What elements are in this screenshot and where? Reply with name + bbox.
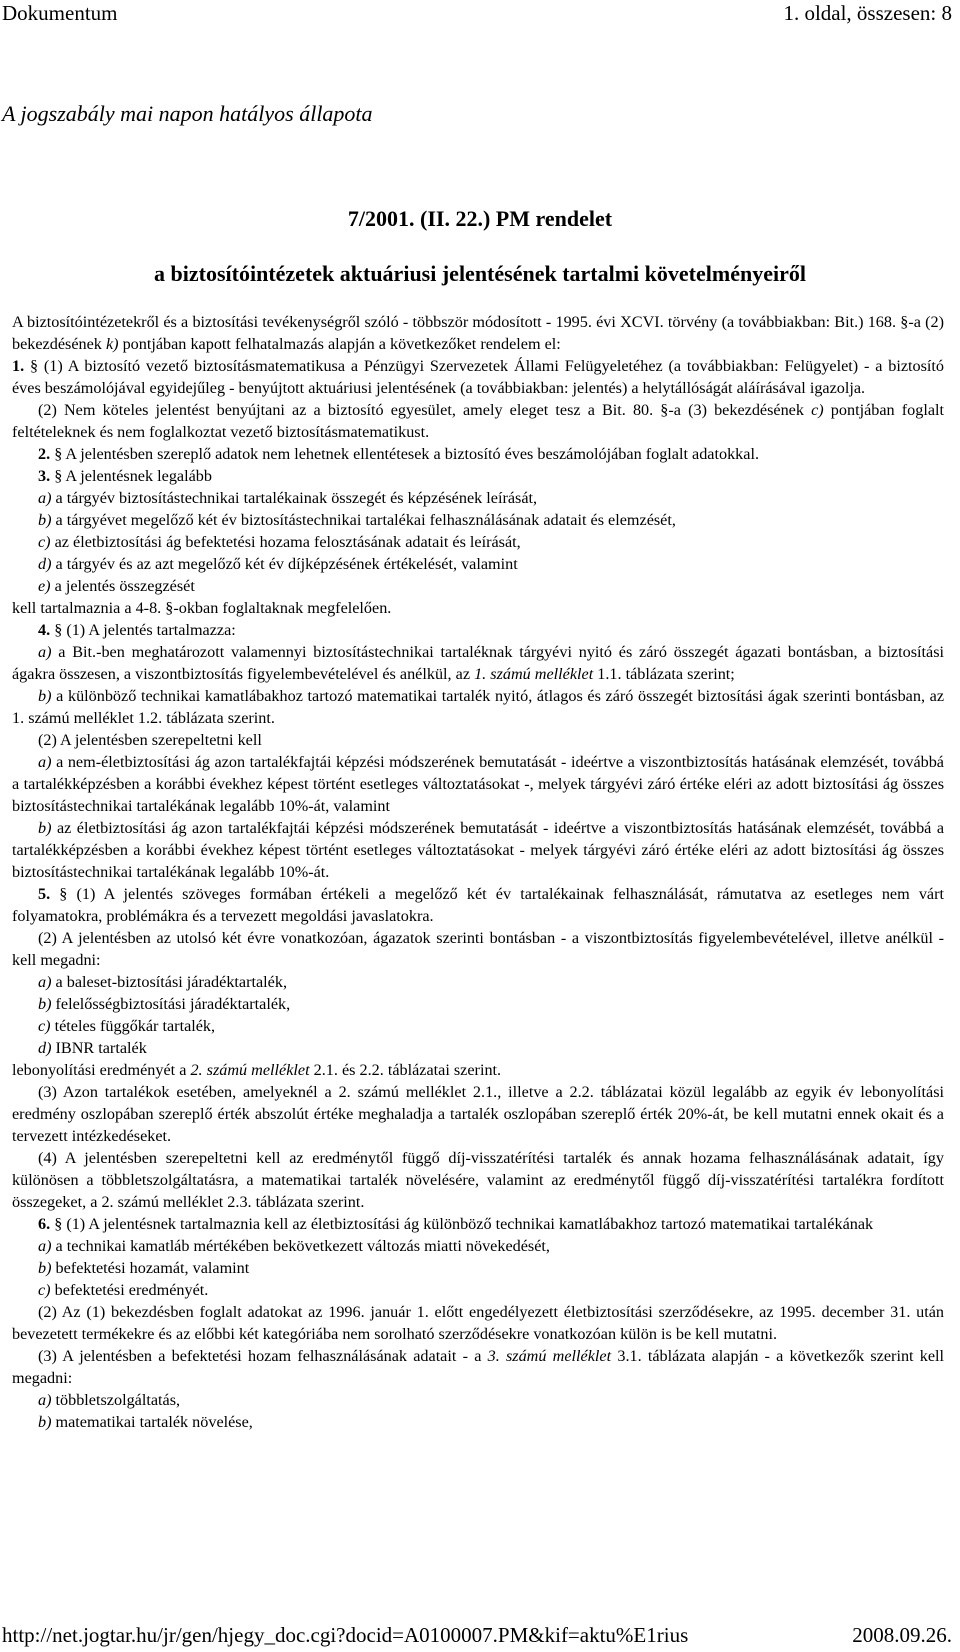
section-number: 2. bbox=[38, 445, 51, 463]
section-number: 3. bbox=[38, 467, 51, 485]
list-item: a) a Bit.-ben meghatározott valamennyi biztosítástechnikai tartaléknak tárgyévi nyitó és záró összegét ágazati bontásban, a biztosítási ágakra összesen, a viszontbiztosítás figyelembevételével és anélkül, az 1. számú melléklet 1.1. táblázata szerint; bbox=[12, 643, 944, 683]
list-item: a) többletszolgáltatás, bbox=[38, 1391, 181, 1409]
section-number: 5. bbox=[38, 885, 51, 903]
section-number: 1. bbox=[12, 357, 25, 375]
list-item: b) matematikai tartalék növelése, bbox=[38, 1413, 253, 1431]
list-item: b) a tárgyévet megelőző két év biztosítástechnikai tartalékai felhasználásának adatait és elemzését, bbox=[38, 511, 676, 529]
list-item: a) a baleset-biztosítási járadéktartalék, bbox=[38, 973, 287, 991]
list-item: c) tételes függőkár tartalék, bbox=[38, 1017, 216, 1035]
section-number: 6. bbox=[38, 1215, 51, 1233]
document-body bbox=[12, 311, 944, 1433]
list-item: a) a technikai kamatláb mértékében bekövetkezett változás miatti növekedését, bbox=[38, 1237, 550, 1255]
page-header bbox=[0, 0, 960, 26]
section-5-para-4: (4) A jelentésben szerepeltetni kell az eredménytől függő díj-visszatérítési tartalék és annak hozama felhasználásának adatait, így különösen a többletszolgáltatásra, a matematikai tartalék növelésére, valamint az eredménytől függő díj-visszatérítési tartalékra fordított összegeket, a 2. számú melléklet 2.3. táblázata szerint. bbox=[12, 1149, 944, 1211]
page-footer bbox=[0, 1622, 960, 1648]
section-4-intro: 4. § (1) A jelentés tartalmazza: bbox=[38, 621, 236, 639]
source-url-link[interactable]: http://net.jogtar.hu/jr/gen/hjegy_doc.cgi?docid=A0100007.PM&kif=aktu%E1rius bbox=[2, 1623, 689, 1647]
section-2: 2. § A jelentésben szereplő adatok nem lehetnek ellentétesek a biztosító éves beszámolójában foglalt adatokkal. bbox=[38, 445, 759, 463]
section-3-end: kell tartalmaznia a 4-8. §-okban foglaltaknak megfelelően. bbox=[12, 599, 392, 617]
section-1-para-2: (2) Nem köteles jelentést benyújtani az a biztosító egyesület, amely eleget tesz a Bit. 80. §-a (3) bekezdésének c) pontjában foglalt feltételeknek és nem foglalkoztat vezető biztosításmatematikust. bbox=[12, 401, 945, 441]
list-item: c) befektetési eredményét. bbox=[38, 1281, 209, 1299]
list-item: c) az életbiztosítási ág befektetési hozama felosztásának adatait és leírását, bbox=[38, 533, 521, 551]
section-5-para-2: (2) A jelentésben az utolsó két évre vonatkozóan, ágazatok szerinti bontásban - a viszontbiztosítás figyelembevételével, illetve anélkül - kell megadni: bbox=[12, 929, 944, 969]
header-page-counter: 1. oldal, összesen: 8 bbox=[783, 1, 952, 25]
regulation-number-title: 7/2001. (II. 22.) PM rendelet bbox=[347, 206, 613, 231]
list-item: a) a tárgyév biztosítástechnikai tartalékainak összegét és képzésének leírását, bbox=[38, 489, 538, 507]
list-item: e) a jelentés összegzését bbox=[38, 577, 195, 595]
header-document-label: Dokumentum bbox=[2, 1, 118, 25]
list-item: d) a tárgyév és az azt megelőző két év díjképzésének értékelését, valamint bbox=[38, 555, 518, 573]
list-item: b) felelősségbiztosítási járadéktartalék, bbox=[38, 995, 291, 1013]
section-5-list-end: lebonyolítási eredményét a 2. számú melléklet 2.1. és 2.2. táblázatai szerint. bbox=[12, 1061, 502, 1079]
section-3-intro: 3. § A jelentésnek legalább bbox=[38, 467, 212, 485]
section-6-para-3: (3) A jelentésben a befektetési hozam felhasználásának adatait - a 3. számú melléklet 3.1. táblázata alapján - a következők szerint kell megadni: bbox=[12, 1347, 945, 1387]
list-item: b) a különböző technikai kamatlábakhoz tartozó matematikai tartalék nyitó, átlagos és záró összegét biztosítási ágak szerinti bontásban, az 1. számú melléklet 1.2. táblázata szerint. bbox=[12, 687, 945, 727]
list-item: b) az életbiztosítási ág azon tartalékfajtái képzési módszerének bemutatását - ideértve a viszontbiztosítás hatásának elemzését, továbbá a tartalékképzésben a korábbi évekhez képest történt esetleges változtatásokat - melyek tárgyévi záró értéke eléri az adott biztosítási ág összes biztosítástechnikai tartalékának legalább 10%-át. bbox=[12, 819, 945, 881]
section-1-para-1: 1. § (1) A biztosító vezető biztosításmatematikusa a Pénzügyi Szervezetek Állami Felügyeletéhez (a továbbiakban: Felügyelet) - a biztosító éves beszámolójával egyidejűleg - benyújtott aktuáriusi jelentésének (a továbbiakban: jelentés) a helytállóságát aláírásával igazolja. bbox=[12, 357, 944, 397]
state-subtitle: A jogszabály mai napon hatályos állapota bbox=[2, 101, 373, 126]
section-5-para-3: (3) Azon tartalékok esetében, amelyeknél a 2. számú melléklet 2.1., illetve a 2.2. táblázatai közül legalább az egyik év lebonyolítási eredmény oszlopában szereplő érték abszolút értéke meghaladja a tartalék oszlopában szereplő érték 20%-át, be kell mutatni ennek okait és a tervezett intézkedéseket. bbox=[12, 1083, 944, 1145]
footer-date: 2008.09.26. bbox=[852, 1623, 952, 1647]
section-6-para-1: 6. § (1) A jelentésnek tartalmaznia kell az életbiztosítási ág különböző technikai kamatlábakhoz tartozó matematikai tartalékának bbox=[38, 1215, 874, 1233]
section-4-para-2: (2) A jelentésben szerepeltetni kell bbox=[38, 731, 262, 749]
list-item: d) IBNR tartalék bbox=[38, 1039, 147, 1057]
section-5-para-1: 5. § (1) A jelentés szöveges formában értékeli a megelőző két év tartalékainak felhasználását, rámutatva az esetleges nem várt folyamatokra, problémákra és a tervezett megoldási javaslatokra. bbox=[12, 885, 944, 925]
section-number: 4. bbox=[38, 621, 51, 639]
preamble: A biztosítóintézetekről és a biztosítási tevékenységről szóló - többször módosított - 1995. évi XCVI. törvény (a továbbiakban: Bit.) 168. §-a (2) bekezdésének k) pontjában kapott felhatalmazás alapján a következőket rendelem el: bbox=[12, 313, 944, 353]
regulation-subject-title: a biztosítóintézetek aktuáriusi jelentésének tartalmi követelményeiről bbox=[154, 261, 806, 286]
list-item: b) befektetési hozamát, valamint bbox=[38, 1259, 250, 1277]
section-6-para-2: (2) Az (1) bekezdésben foglalt adatokat az 1996. január 1. előtt engedélyezett életbiztosítási szerződésekre, az 1995. december 31. után bevezetett termékekre és az előbbi két kategóriába nem sorolható szerződésekre vonatkozóan külön is be kell mutatni. bbox=[12, 1303, 944, 1343]
list-item: a) a nem-életbiztosítási ág azon tartalékfajtái képzési módszerének bemutatását - ideértve a viszontbiztosítás hatásának elemzését, továbbá a tartalékképzésben a korábbi évekhez képest történt esetleges változtatásokat -, melyek tárgyévi záró értéke eléri az adott biztosítási ág összes biztosítástechnikai tartalékának legalább 10%-át, valamint bbox=[12, 753, 944, 815]
